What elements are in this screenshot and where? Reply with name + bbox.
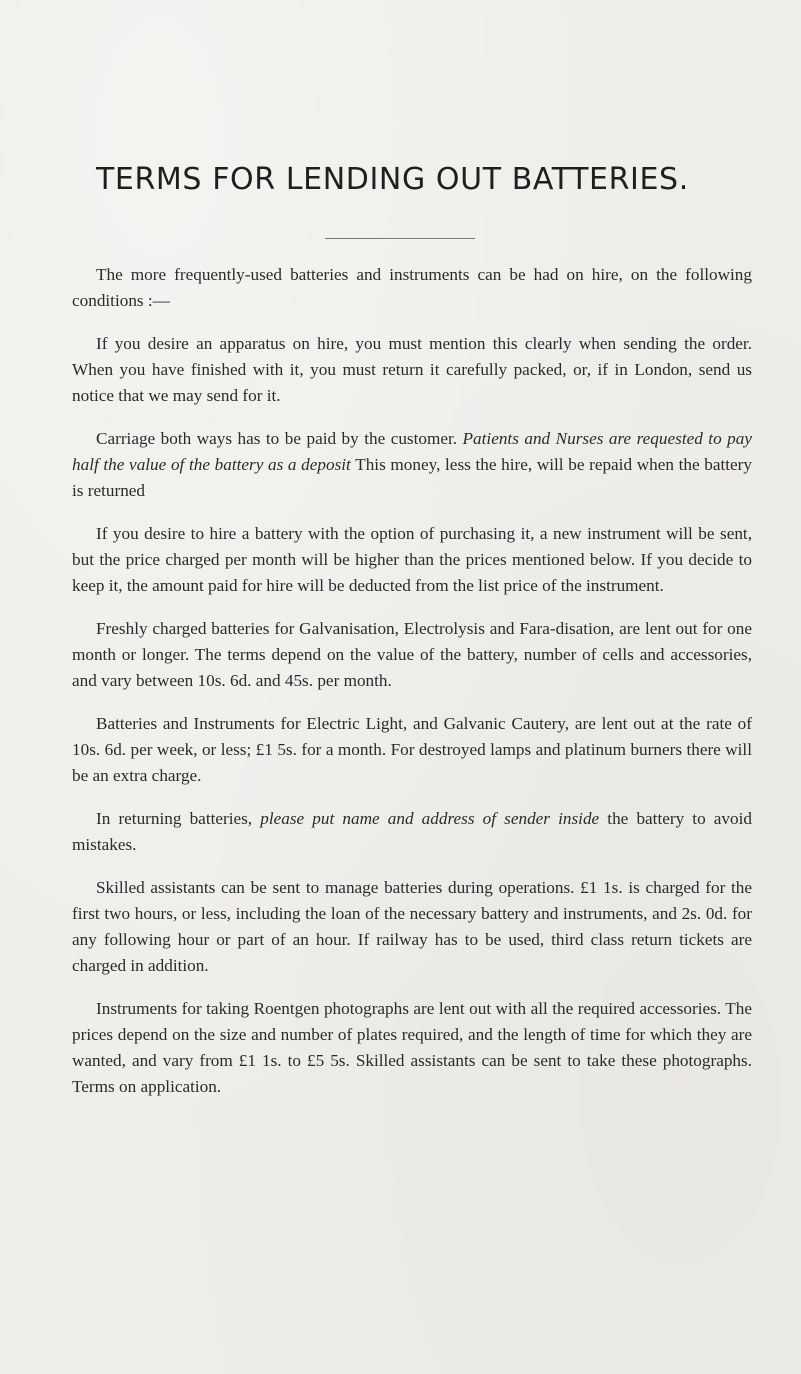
paragraph-text: the battery to avoid mistakes. <box>72 809 752 854</box>
paragraph-italic-text: please put name and address of sender inside <box>260 809 600 828</box>
paragraph-text: This money, less the hire, will be repaid when the battery is returned <box>72 455 752 500</box>
paragraph-ordering: If you desire an apparatus on hire, you must mention this clearly when sending the order. When you have finished with it, you must return it carefully packed, or, if in London, send us notice that we may send for it. <box>72 334 752 405</box>
paragraph-intro: The more frequently-used batteries and instruments can be had on hire, on the following conditions :— <box>72 265 752 310</box>
paragraph-text: Carriage both ways has to be paid by the customer. <box>96 429 463 448</box>
paragraph-purchase-option: If you desire to hire a battery with the option of purchasing it, a new instrument will be sent, but the price charged per month will be higher than the prices mentioned below. If you decide to keep it, the amount paid for hire will be deducted from the list price of the instrument. <box>72 524 752 595</box>
paragraph-text: In returning batteries, <box>96 809 261 828</box>
title-divider <box>325 238 475 239</box>
paragraph-electric-light: Batteries and Instruments for Electric Light, and Galvanic Cautery, are lent out at the rate of 10s. 6d. per week, or less; £1 5s. for a month. For destroyed lamps and platinum burners there will be an extra charge. <box>72 714 752 785</box>
paragraph-carriage-deposit <box>72 426 752 504</box>
paragraph-galvanisation: Freshly charged batteries for Galvanisation, Electrolysis and Fara-disation, are lent out for one month or longer. The terms depend on the value of the battery, number of cells and accessories, and vary between 10s. 6d. and 45s. per month. <box>72 619 752 690</box>
page-title: TERMS FOR LENDING OUT BATTERIES. <box>96 162 689 197</box>
paragraph-returning <box>72 806 752 858</box>
document-body <box>72 262 752 1117</box>
paragraph-italic-text: Patients and Nurses are requested to pay half the value of the battery as a deposit <box>72 429 752 474</box>
paragraph-assistants: Skilled assistants can be sent to manage batteries during operations. £1 1s. is charged for the first two hours, or less, including the loan of the necessary battery and instruments, and 2s. 0d. for any following hour or part of an hour. If railway has to be used, third class return tickets are charged in addition. <box>72 878 752 975</box>
paragraph-roentgen: Instruments for taking Roentgen photographs are lent out with all the required accessories. The prices depend on the size and number of plates required, and the length of time for which they are wanted, and vary from £1 1s. to £5 5s. Skilled assistants can be sent to take these photographs. Terms on application. <box>72 999 752 1096</box>
